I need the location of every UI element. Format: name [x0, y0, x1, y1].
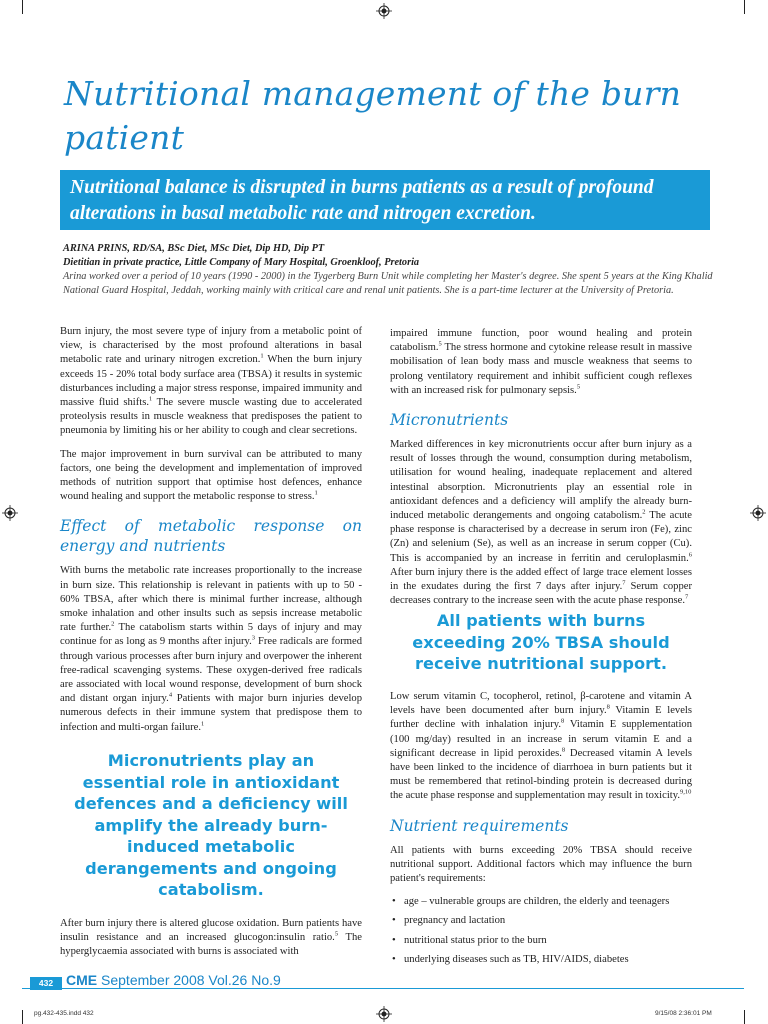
list-item: • pregnancy and lactation: [390, 914, 692, 928]
print-slug: pg.432-435.indd 432: [34, 1010, 94, 1017]
page-number: 432: [30, 977, 62, 990]
body-paragraph: With burns the metabolic rate increases proportionally to the increase in burn size. This relationship is relevant in patients with up to 50 - 60% TBSA, after which there is minimal further increase, although smoke inhalation and other insults such as sepsis increase metabolic rate further.$^2$ The catabolism starts within 5 days of injury and may continue for as long as 9 months after injury.$^3$ Free radicals are formed through various processes after burn injury and overpower the inherent free-radical scavenging systems. These oxygen-derived free radicals are associated with local wound response, development of burn shock and distant organ injury.$^4$ Patients with major burn injuries develop numerous defects in their immune system that predispose them to infection and multi-organ failure.$^1$: [60, 565, 363, 733]
body-paragraph: impaired immune function, poor wound healing and protein catabolism.$^5$ The stress hormone and cytokine release result in massive mobilisation of lean body mass and muscle weakness that seems to prolong ventilatory requirement and inhibit sufficient cough reflexes with an increased risk for pulmonary sepsis.$^5$: [390, 328, 692, 396]
registration-mark-icon: [376, 1006, 392, 1022]
journal-issue: September 2008 Vol.26 No.9: [101, 972, 281, 988]
pull-quote: All patients with burns exceeding 20% TBSA should receive nutritional support.: [412, 611, 670, 673]
list-item: • age – vulnerable groups are children, the elderly and teenagers: [390, 895, 692, 909]
journal-footer: [66, 972, 281, 988]
crop-mark: [744, 0, 745, 14]
standfirst-banner: Nutritional balance is disrupted in burns patients as a result of profound alterations in basal metabolic rate and nitrogen excretion.: [60, 170, 710, 230]
pull-quote: Micronutrients play an essential role in antioxidant defences and a deficiency will amplify the already burn-induced metabolic derangements and ongoing catabolism.: [74, 751, 348, 899]
crop-mark: [22, 1010, 23, 1024]
body-paragraph: Burn injury, the most severe type of injury from a metabolic point of view, is characterised by the most profound alterations in basal metabolic rate and urinary nitrogen excretion.$^1$ When the burn injury exceeds 15 - 20% total body surface area (TBSA) it results in systemic disturbances including a major stress response, impaired immunity and massive fluid shifts.$^1$ The severe muscle wasting due to accelerated proteolysis results in muscle weakness that predisposes the patient to pneumonia by limiting his or her ability to cough and clear secretions.: [60, 326, 362, 437]
section-heading: Effect of metabolic response on energy and nutrients: [60, 517, 362, 556]
body-paragraph: The major improvement in burn survival can be attributed to many factors, one being the development and implementation of improved methods of nutrition support that optimise host defences, enhance wound healing and support the metabolic response to stress.$^1$: [60, 448, 362, 503]
list-item: • underlying diseases such as TB, HIV/AIDS, diabetes: [390, 953, 692, 967]
crop-mark: [744, 1010, 745, 1024]
crop-mark: [22, 0, 23, 14]
author-name: ARINA PRINS, RD/SA, BSc Diet, MSc Diet, Dip HD, Dip PT: [63, 243, 325, 254]
author-affiliation: Dietitian in private practice, Little Company of Mary Hospital, Groenkloof, Pretoria: [63, 257, 420, 268]
section-heading: Micronutrients: [390, 411, 509, 430]
list-item: • nutritional status prior to the burn: [390, 934, 692, 948]
right-column: [390, 327, 692, 617]
body-paragraph: All patients with burns exceeding 20% TBSA should receive nutritional support. Additional factors which may influence the burn patient's requirements:: [390, 844, 692, 885]
body-paragraph: After burn injury there is altered glucose oxidation. Burn patients have insulin resistance and an increased glucogon:insulin ratio.$^5$ The hyperglycaemia associated with burns is associated with: [60, 918, 362, 958]
section-heading: Nutrient requirements: [390, 816, 569, 835]
registration-mark-icon: [376, 3, 392, 19]
footer-rule: [22, 988, 744, 989]
registration-mark-icon: [2, 505, 18, 521]
article-title: Nutritional management of the burn patient: [64, 74, 682, 157]
right-column-continued: [390, 690, 692, 972]
left-column-continued: [60, 917, 362, 969]
requirements-list: [390, 895, 692, 967]
body-paragraph: Low serum vitamin C, tocopherol, retinol, β-carotene and vitamin A levels have been documented after burn injury.$^8$ Vitamin E levels further decline with inhalation injury.$^8$ Vitamin E supplementation (100 mg/day) resulted in an increase in serum vitamin E and a significant decrease in lipid peroxides.$^8$ Decreased vitamin A levels have been linked to the incidence of diarrhoea in burn patients but it must be remembered that retinol-binding protein is decreased during the acute phase response and supplementation may result in toxicity.$^{9,10}$: [390, 691, 692, 802]
author-block: [63, 242, 713, 298]
journal-name: CME: [66, 972, 98, 988]
registration-mark-icon: [750, 505, 766, 521]
author-bio: Arina worked over a period of 10 years (1990 - 2000) in the Tygerberg Burn Unit while completing her Master's degree. She spent 5 years at the King Khalid National Guard Hospital, Jeddah, working mainly with critical care and renal unit patients. She is a part-time lecturer at the University of Pretoria.: [63, 271, 713, 296]
body-paragraph: Marked differences in key micronutrients occur after burn injury as a result of losses through the wound, consumption during metabolism, utilisation for wound healing, inadequate replacement and altered intestinal absorption. Micronutrients play an essential role in antioxidant defences and a deficiency will amplify the already burn-induced metabolic derangements and ongoing catabolism.$^2$ The acute phase response is characterised by a decrease in serum iron (Fe), zinc (Zn) and selenium (Se), as well as an increase in serum copper (Cu). This is accompanied by an increase in ferritin and ceruloplasmin.$^6$ After burn injury there is the added effect of large trace element losses in the exudates during the first 7 days after injury.$^7$ Serum copper decreases contrary to the increase seen with the acute phase response.$^7$: [390, 439, 693, 607]
left-column: [60, 325, 362, 744]
print-timestamp: 9/15/08 2:36:01 PM: [655, 1010, 712, 1017]
